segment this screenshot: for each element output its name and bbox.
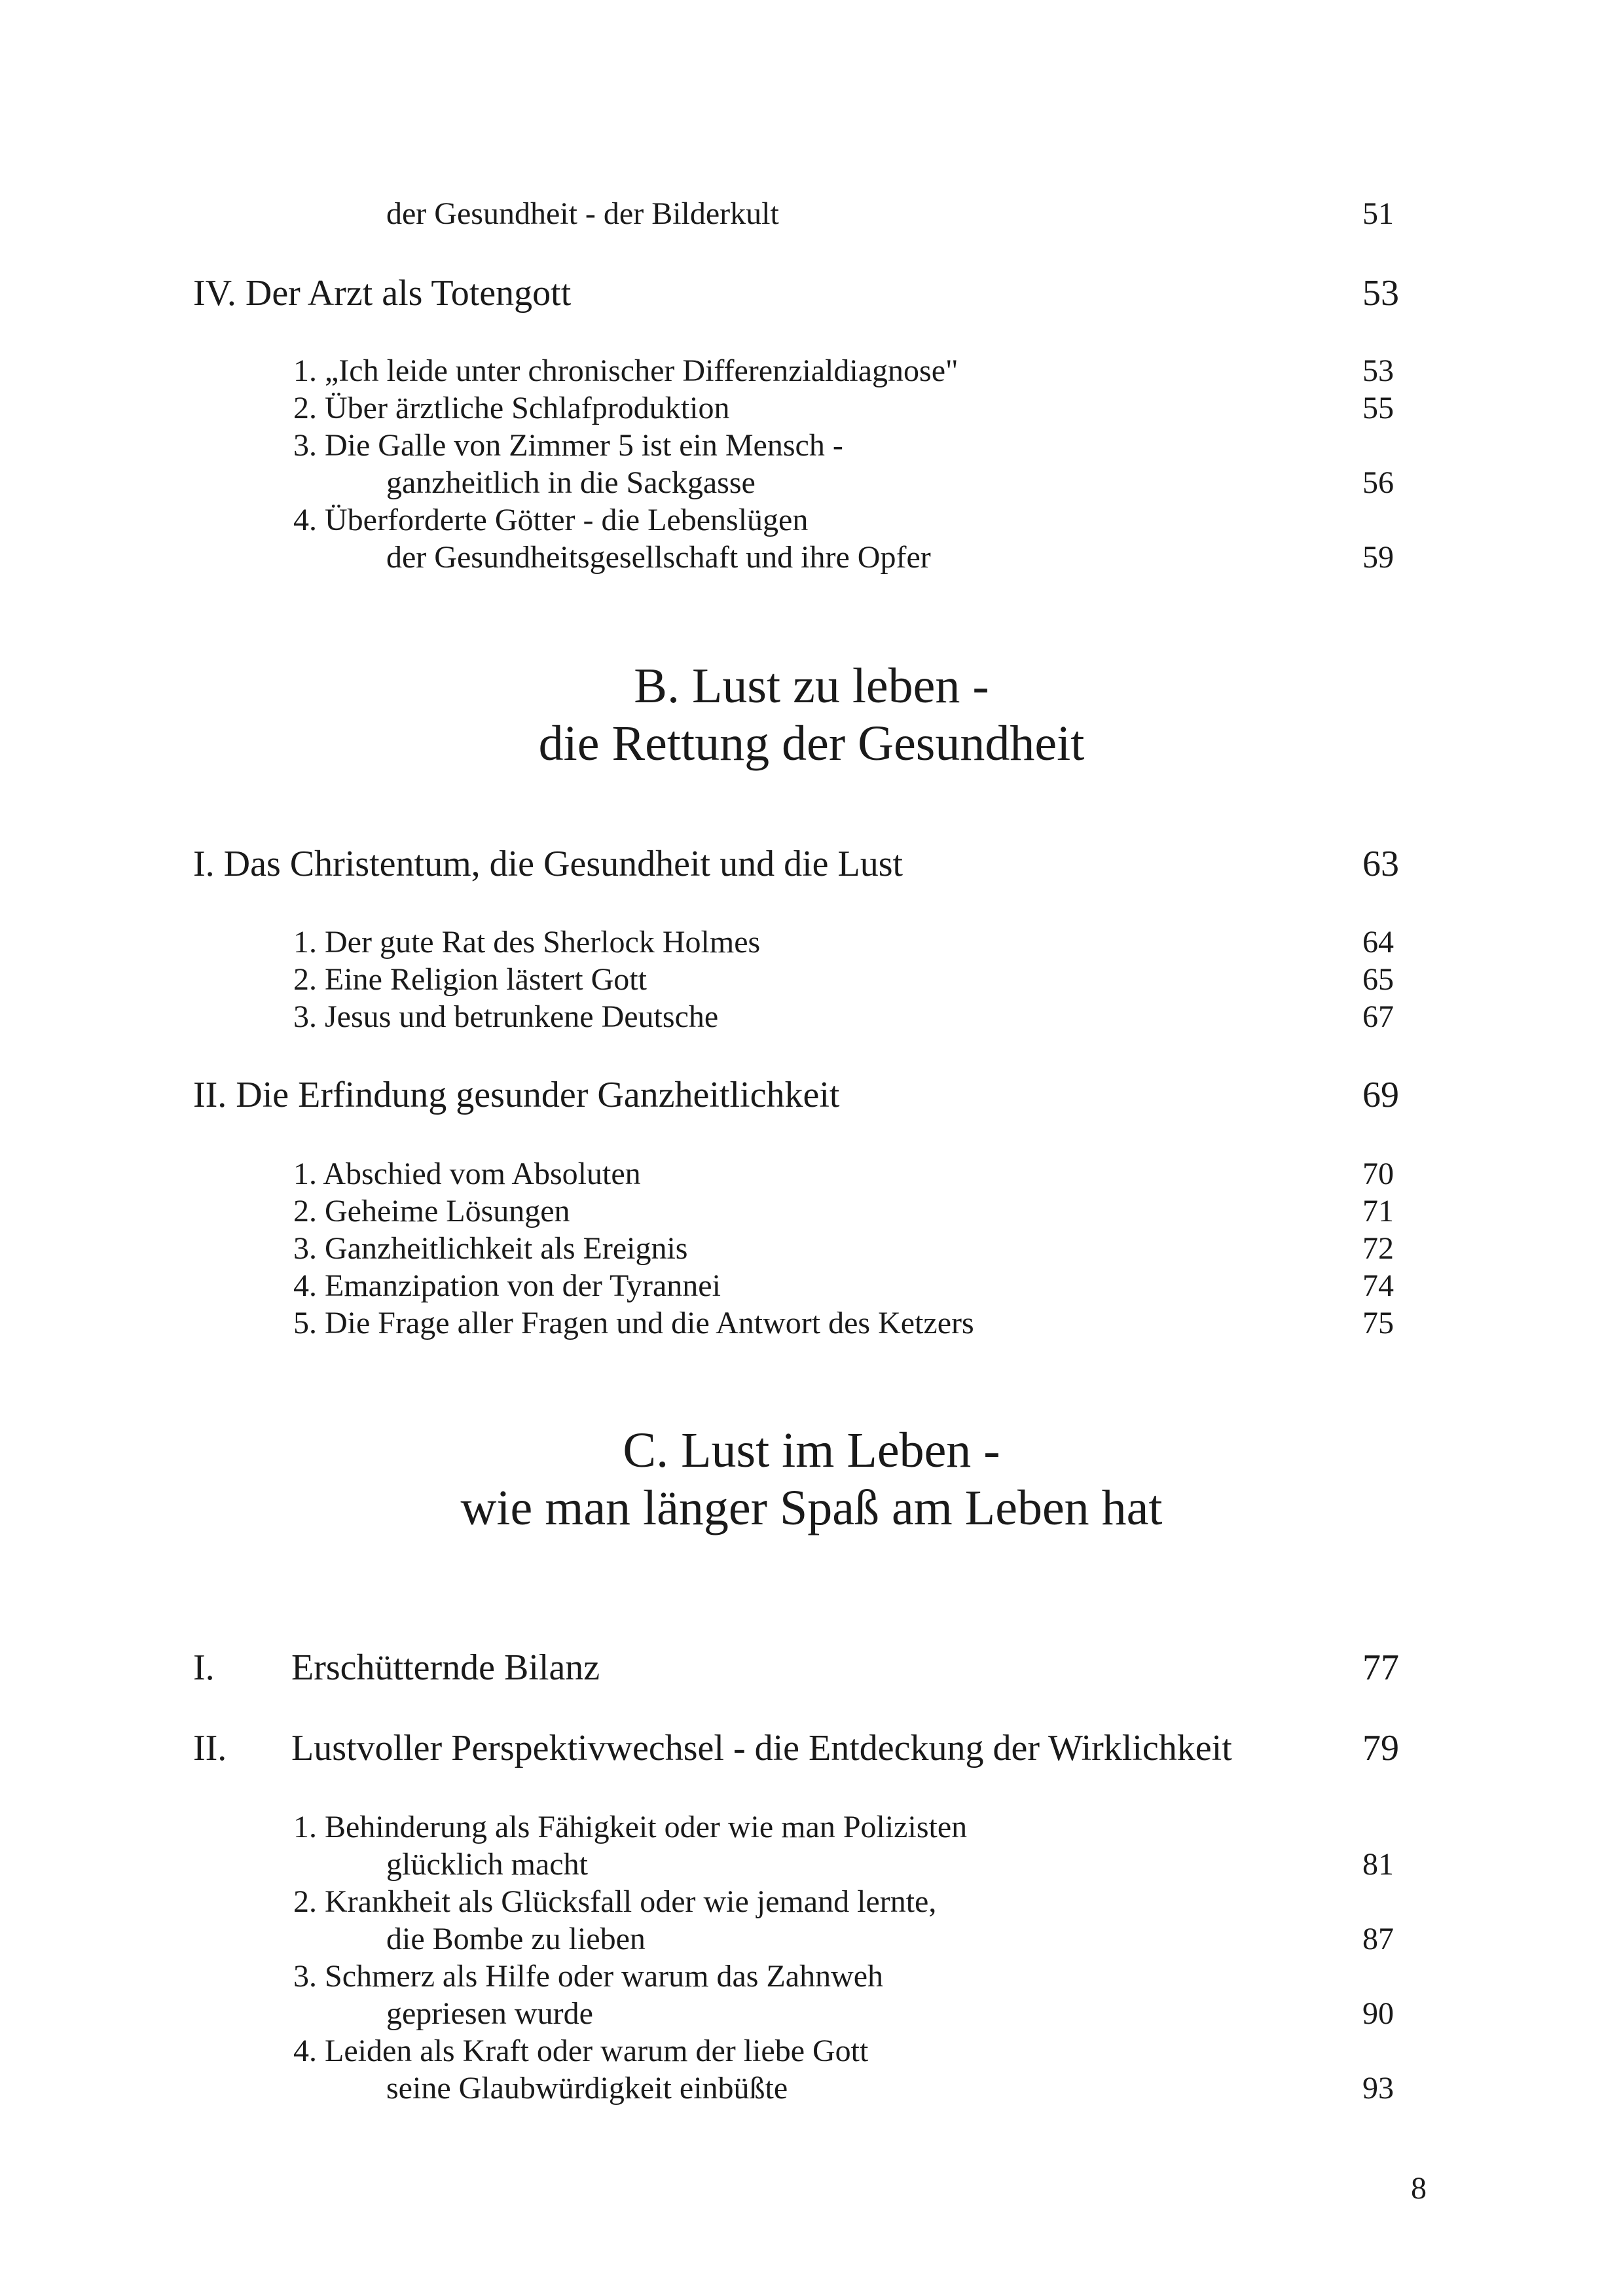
toc-chapter-title: IV. Der Arzt als Totengott <box>193 273 572 314</box>
part-heading: die Rettung der Gesundheit <box>538 716 1085 771</box>
toc-entry-page: 65 <box>1362 962 1394 997</box>
toc-entry-title: der Gesundheitsgesellschaft und ihre Opfer <box>386 540 931 575</box>
toc-entry-title: 2. Über ärztliche Schlafproduktion <box>293 391 730 425</box>
toc-entry-page: 70 <box>1362 1157 1394 1191</box>
toc-entry-title: 3. Die Galle von Zimmer 5 ist ein Mensch - <box>293 428 843 463</box>
toc-chapter-title: Lustvoller Perspektivwechsel - die Entdeckung der Wirklichkeit <box>291 1728 1232 1768</box>
part-heading: B. Lust zu leben - <box>634 658 989 713</box>
toc-entry-title: 2. Geheime Lösungen <box>293 1194 570 1229</box>
toc-entry-title: 4. Emanzipation von der Tyrannei <box>293 1268 721 1303</box>
toc-chapter-page: 63 <box>1362 844 1399 884</box>
toc-entry-title: 1. Behinderung als Fähigkeit oder wie man Polizisten <box>293 1810 968 1844</box>
toc-entry-page: 90 <box>1362 1996 1394 2031</box>
toc-entry-page: 51 <box>1362 196 1394 231</box>
toc-entry-page: 56 <box>1362 465 1394 500</box>
toc-entry-page: 87 <box>1362 1922 1394 1956</box>
toc-entry-title: 1. Der gute Rat des Sherlock Holmes <box>293 925 761 960</box>
toc-entry-title: 4. Überforderte Götter - die Lebenslügen <box>293 503 809 537</box>
toc-entry-page: 72 <box>1362 1231 1394 1266</box>
toc-entry-title: 4. Leiden als Kraft oder warum der liebe Gott <box>293 2034 869 2068</box>
toc-chapter-page: 69 <box>1362 1075 1399 1115</box>
toc-entry-page: 71 <box>1362 1194 1394 1229</box>
page-number: 8 <box>1411 2171 1427 2206</box>
toc-entry-page: 64 <box>1362 925 1394 960</box>
toc-entry-title: seine Glaubwürdigkeit einbüßte <box>386 2071 788 2106</box>
toc-entry-page: 67 <box>1362 999 1394 1034</box>
toc-entry-title: gepriesen wurde <box>386 1996 593 2031</box>
toc-chapter-title: II. Die Erfindung gesunder Ganzheitlichkeit <box>193 1075 840 1115</box>
toc-entry-title: die Bombe zu lieben <box>386 1922 646 1956</box>
part-heading: wie man länger Spaß am Leben hat <box>460 1480 1163 1535</box>
toc-entry-title: 3. Jesus und betrunkene Deutsche <box>293 999 719 1034</box>
toc-entry-title: 3. Ganzheitlichkeit als Ereignis <box>293 1231 688 1266</box>
toc-entry-page: 53 <box>1362 353 1394 388</box>
toc-entry-title: der Gesundheit - der Bilderkult <box>386 196 779 231</box>
toc-chapter-number: I. <box>193 1647 215 1688</box>
toc-entry-page: 59 <box>1362 540 1394 575</box>
toc-entry-title: 1. „Ich leide unter chronischer Differenzialdiagnose" <box>293 353 958 388</box>
toc-entry-title: 2. Krankheit als Glücksfall oder wie jemand lernte, <box>293 1884 937 1919</box>
part-heading: C. Lust im Leben - <box>623 1423 1000 1478</box>
toc-chapter-title: Erschütternde Bilanz <box>291 1647 600 1688</box>
toc-entry-title: 1. Abschied vom Absoluten <box>293 1157 641 1191</box>
toc-chapter-page: 53 <box>1362 273 1399 314</box>
toc-entry-title: ganzheitlich in die Sackgasse <box>386 465 756 500</box>
toc-chapter-title: I. Das Christentum, die Gesundheit und die Lust <box>193 844 903 884</box>
toc-entry-page: 81 <box>1362 1847 1394 1882</box>
toc-entry-page: 74 <box>1362 1268 1394 1303</box>
toc-entry-title: 5. Die Frage aller Fragen und die Antwort des Ketzers <box>293 1306 974 1340</box>
toc-entry-page: 93 <box>1362 2071 1394 2106</box>
toc-chapter-number: II. <box>193 1728 227 1768</box>
toc-entry-title: 3. Schmerz als Hilfe oder warum das Zahnweh <box>293 1959 884 1994</box>
toc-chapter-page: 79 <box>1362 1728 1399 1768</box>
toc-chapter-page: 77 <box>1362 1647 1399 1688</box>
toc-entry-page: 55 <box>1362 391 1394 425</box>
toc-entry-page: 75 <box>1362 1306 1394 1340</box>
toc-entry-title: 2. Eine Religion lästert Gott <box>293 962 647 997</box>
toc-entry-title: glücklich macht <box>386 1847 588 1882</box>
